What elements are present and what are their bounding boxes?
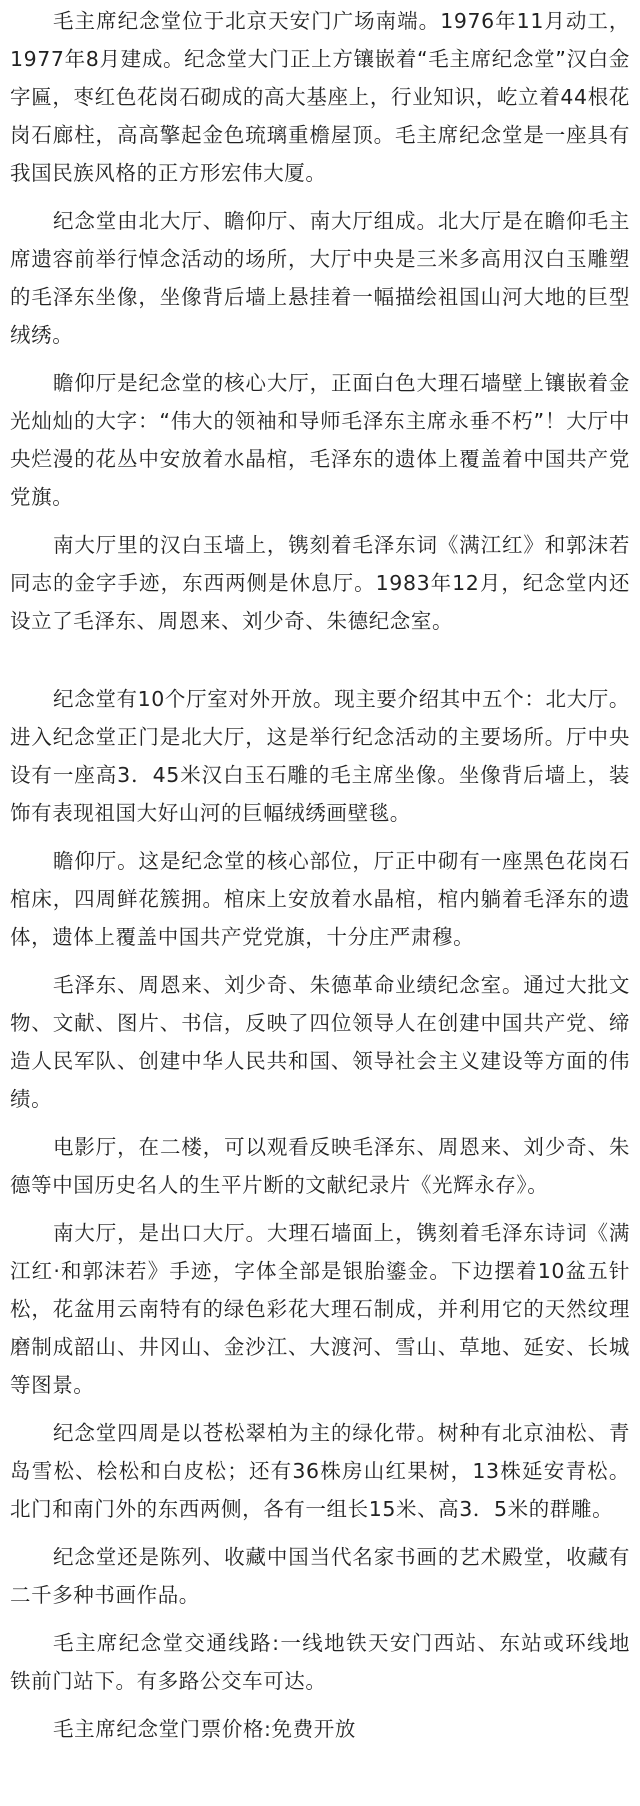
paragraph-ticket-price: 毛主席纪念堂门票价格:免费开放 [53, 1717, 356, 1741]
article-body [0, 2, 640, 1748]
paragraph-viewing-hall-detail: 瞻仰厅。这是纪念堂的核心部位，厅正中砌有一座黑色花岗石棺床，四周鲜花簇拥。棺床上安放着水晶棺，棺内躺着毛泽东的遗体，遗体上覆盖中国共产党党旗，十分庄严肃穆。 [10, 849, 630, 949]
paragraph-overview: 毛主席纪念堂位于北京天安门广场南端。1976年11月动工，1977年8月建成。纪念堂大门正上方镶嵌着“毛主席纪念堂”汉白金字匾，枣红色花岗石砌成的高大基座上，行业知识，屹立着44根花岗石廊柱，高高擎起金色琉璃重檐屋顶。毛主席纪念堂是一座具有我国民族风格的正方形宏伟大厦。 [10, 9, 630, 185]
paragraph-halls: 纪念堂由北大厅、瞻仰厅、南大厅组成。北大厅是在瞻仰毛主席遗容前举行悼念活动的场所，大厅中央是三米多高用汉白玉雕塑的毛泽东坐像，坐像背后墙上悬挂着一幅描绘祖国山河大地的巨型绒绣。 [10, 209, 630, 347]
paragraph-transport: 毛主席纪念堂交通线路:一线地铁天安门西站、东站或环线地铁前门站下。有多路公交车可达。 [10, 1631, 630, 1693]
paragraph-viewing-hall: 瞻仰厅是纪念堂的核心大厅，正面白色大理石墙壁上镶嵌着金光灿灿的大字：“伟大的领袖和导师毛泽东主席永垂不朽”！大厅中央烂漫的花丛中安放着水晶棺，毛泽东的遗体上覆盖着中国共产党党旗。 [10, 371, 630, 509]
paragraph-greenery: 纪念堂四周是以苍松翠柏为主的绿化带。树种有北京油松、青岛雪松、桧松和白皮松；还有36株房山红果树，13株延安青松。北门和南门外的东西两侧，各有一组长15米、高3．5米的群雕。 [10, 1421, 630, 1521]
paragraph-art-collection: 纪念堂还是陈列、收藏中国当代名家书画的艺术殿堂，收藏有二千多种书画作品。 [10, 1545, 630, 1607]
paragraph-south-hall: 南大厅里的汉白玉墙上，镌刻着毛泽东词《满江红》和郭沫若同志的金字手迹，东西两侧是休息厅。1983年12月，纪念堂内还设立了毛泽东、周恩来、刘少奇、朱德纪念室。 [10, 533, 630, 633]
paragraph-memorial-rooms: 毛泽东、周恩来、刘少奇、朱德革命业绩纪念室。通过大批文物、文献、图片、书信，反映了四位领导人在创建中国共产党、缔造人民军队、创建中华人民共和国、领导社会主义建设等方面的伟绩。 [10, 973, 630, 1111]
paragraph-open-rooms: 纪念堂有10个厅室对外开放。现主要介绍其中五个：北大厅。进入纪念堂正门是北大厅，这是举行纪念活动的主要场所。厅中央设有一座高3．45米汉白玉石雕的毛主席坐像。坐像背后墙上，装饰有表现祖国大好山河的巨幅绒绣画壁毯。 [10, 687, 630, 825]
paragraph-cinema: 电影厅，在二楼，可以观看反映毛泽东、周恩来、刘少奇、朱德等中国历史名人的生平片断的文献纪录片《光辉永存》。 [10, 1135, 630, 1197]
paragraph-south-hall-detail: 南大厅，是出口大厅。大理石墙面上，镌刻着毛泽东诗词《满江红·和郭沫若》手迹，字体全部是银胎鎏金。下边摆着10盆五针松，花盆用云南特有的绿色彩花大理石制成，并利用它的天然纹理磨制成韶山、井冈山、金沙江、大渡河、雪山、草地、延安、长城等图景。 [10, 1221, 630, 1397]
